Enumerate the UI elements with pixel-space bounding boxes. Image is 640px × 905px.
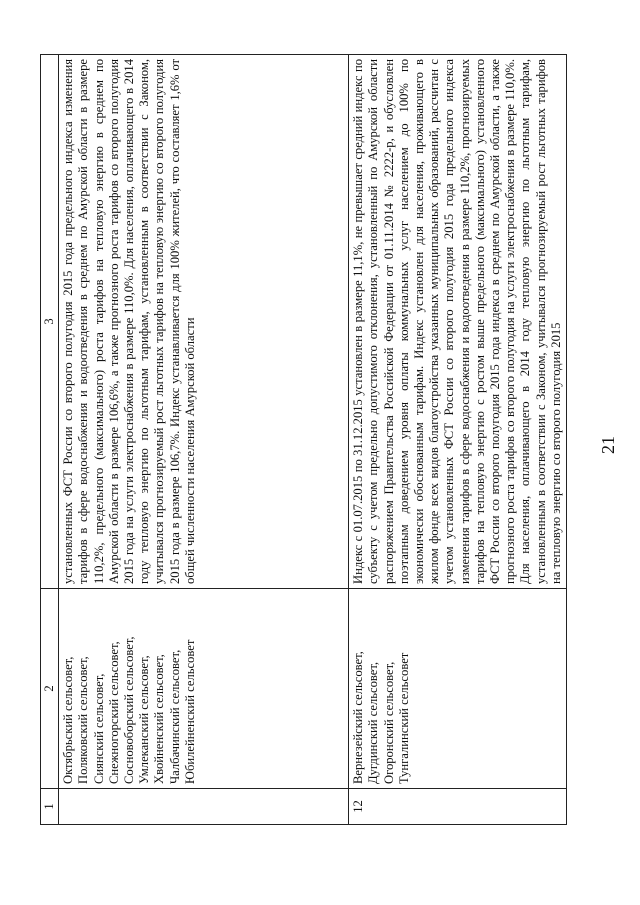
table-row — [349, 55, 567, 825]
municipality-name: Умлеканский сельсовет, — [137, 655, 152, 784]
table-row — [59, 55, 349, 825]
tariff-table — [40, 54, 567, 825]
municipality-name: Тунгалинский сельсовет — [396, 652, 411, 784]
municipality-name: Юбилейненский сельсовет — [182, 639, 197, 784]
municipality-name: Снежногорский сельсовет, — [106, 641, 121, 784]
municipality-name: Октябрьский сельсовет, — [61, 656, 76, 784]
municipality-name: Вернезейский сельсовет, — [351, 651, 366, 784]
table-header-row — [41, 55, 59, 825]
municipality-name: Сиянский сельсовет, — [91, 673, 106, 784]
municipality-name: Поляковский сельсовет, — [76, 656, 91, 784]
column-header-3: 3 — [41, 55, 59, 589]
tariff-description: Индекс с 01.07.2015 по 31.12.2015 установлен в размере 11,1%, не превышает средний индекс по субъекту с учетом предельно допустимого отклонения, установленный по Амурской области распоряжением Правительства Российской Федерации от 01.11.2014 № 2222-р, и обусловлен поэтапным доведением уровня оплаты коммунальных услуг населением до 100% по экономически обоснованным тарифам. Индекс установлен для населения, проживающего в жилом фонде всех видов благоустройства указанных муниципальных образований, рассчитан с учетом установленных ФСТ России со второго полугодия 2015 года предельного индекса изменения тарифов в сфере водоснабжения и водоотведения в размере 110,2%, прогнозируемых тарифов на тепловую энергию с ростом выше предельного (максимального) установленного ФСТ России со второго полугодия 2015 года индекса в среднем по Амурской области, а также прогнозного роста тарифов со второго полугодия на услуги электроснабжения в размере 110,0%. Для населения, оплачивающего в 2014 году тепловую энергию по льготным тарифам, установленным в соответствии с Законом, учитывался прогнозируемый рост льготных тарифов на тепловую энергию со второго полугодия 2015 — [349, 55, 567, 589]
municipality-name: Огоронский сельсовет, — [381, 661, 396, 784]
municipality-name: Сосновоборский сельсовет, — [122, 636, 137, 784]
column-header-2: 2 — [41, 589, 59, 789]
tariff-description: установленных ФСТ России со второго полугодия 2015 года предельного индекса изменения тарифов в сфере водоснабжения и водоотведения в среднем по Амурской области в размере 110,2%, предельного (максимального) роста тарифов на тепловую энергию в среднем по Амурской области в размере 106,6%, а также прогнозного роста тарифов со второго полугодия 2015 года на услуги электроснабжения в размере 110,0%. Для населения, оплачивающего в 2014 году тепловую энергию по льготным тарифам, установленным в соответствии с Законом, учитывался прогнозируемый рост льготных тарифов на тепловую энергию со второго полугодия 2015 года в размере 106,7%. Индекс устанавливается для 100% жителей, что составляет 1,6% от общей численности населения Амурской области — [59, 55, 349, 589]
column-header-1: 1 — [41, 789, 59, 825]
row-number — [59, 789, 349, 825]
municipality-name: Чалбачинский сельсовет, — [167, 649, 182, 784]
municipality-list — [349, 589, 567, 789]
municipality-list — [59, 589, 349, 789]
municipality-name: Хвойненский сельсовет, — [152, 654, 167, 784]
page-number: 21 — [598, 436, 618, 454]
row-number: 12 — [349, 789, 567, 825]
municipality-name: Дугдинский сельсовет, — [366, 661, 381, 784]
